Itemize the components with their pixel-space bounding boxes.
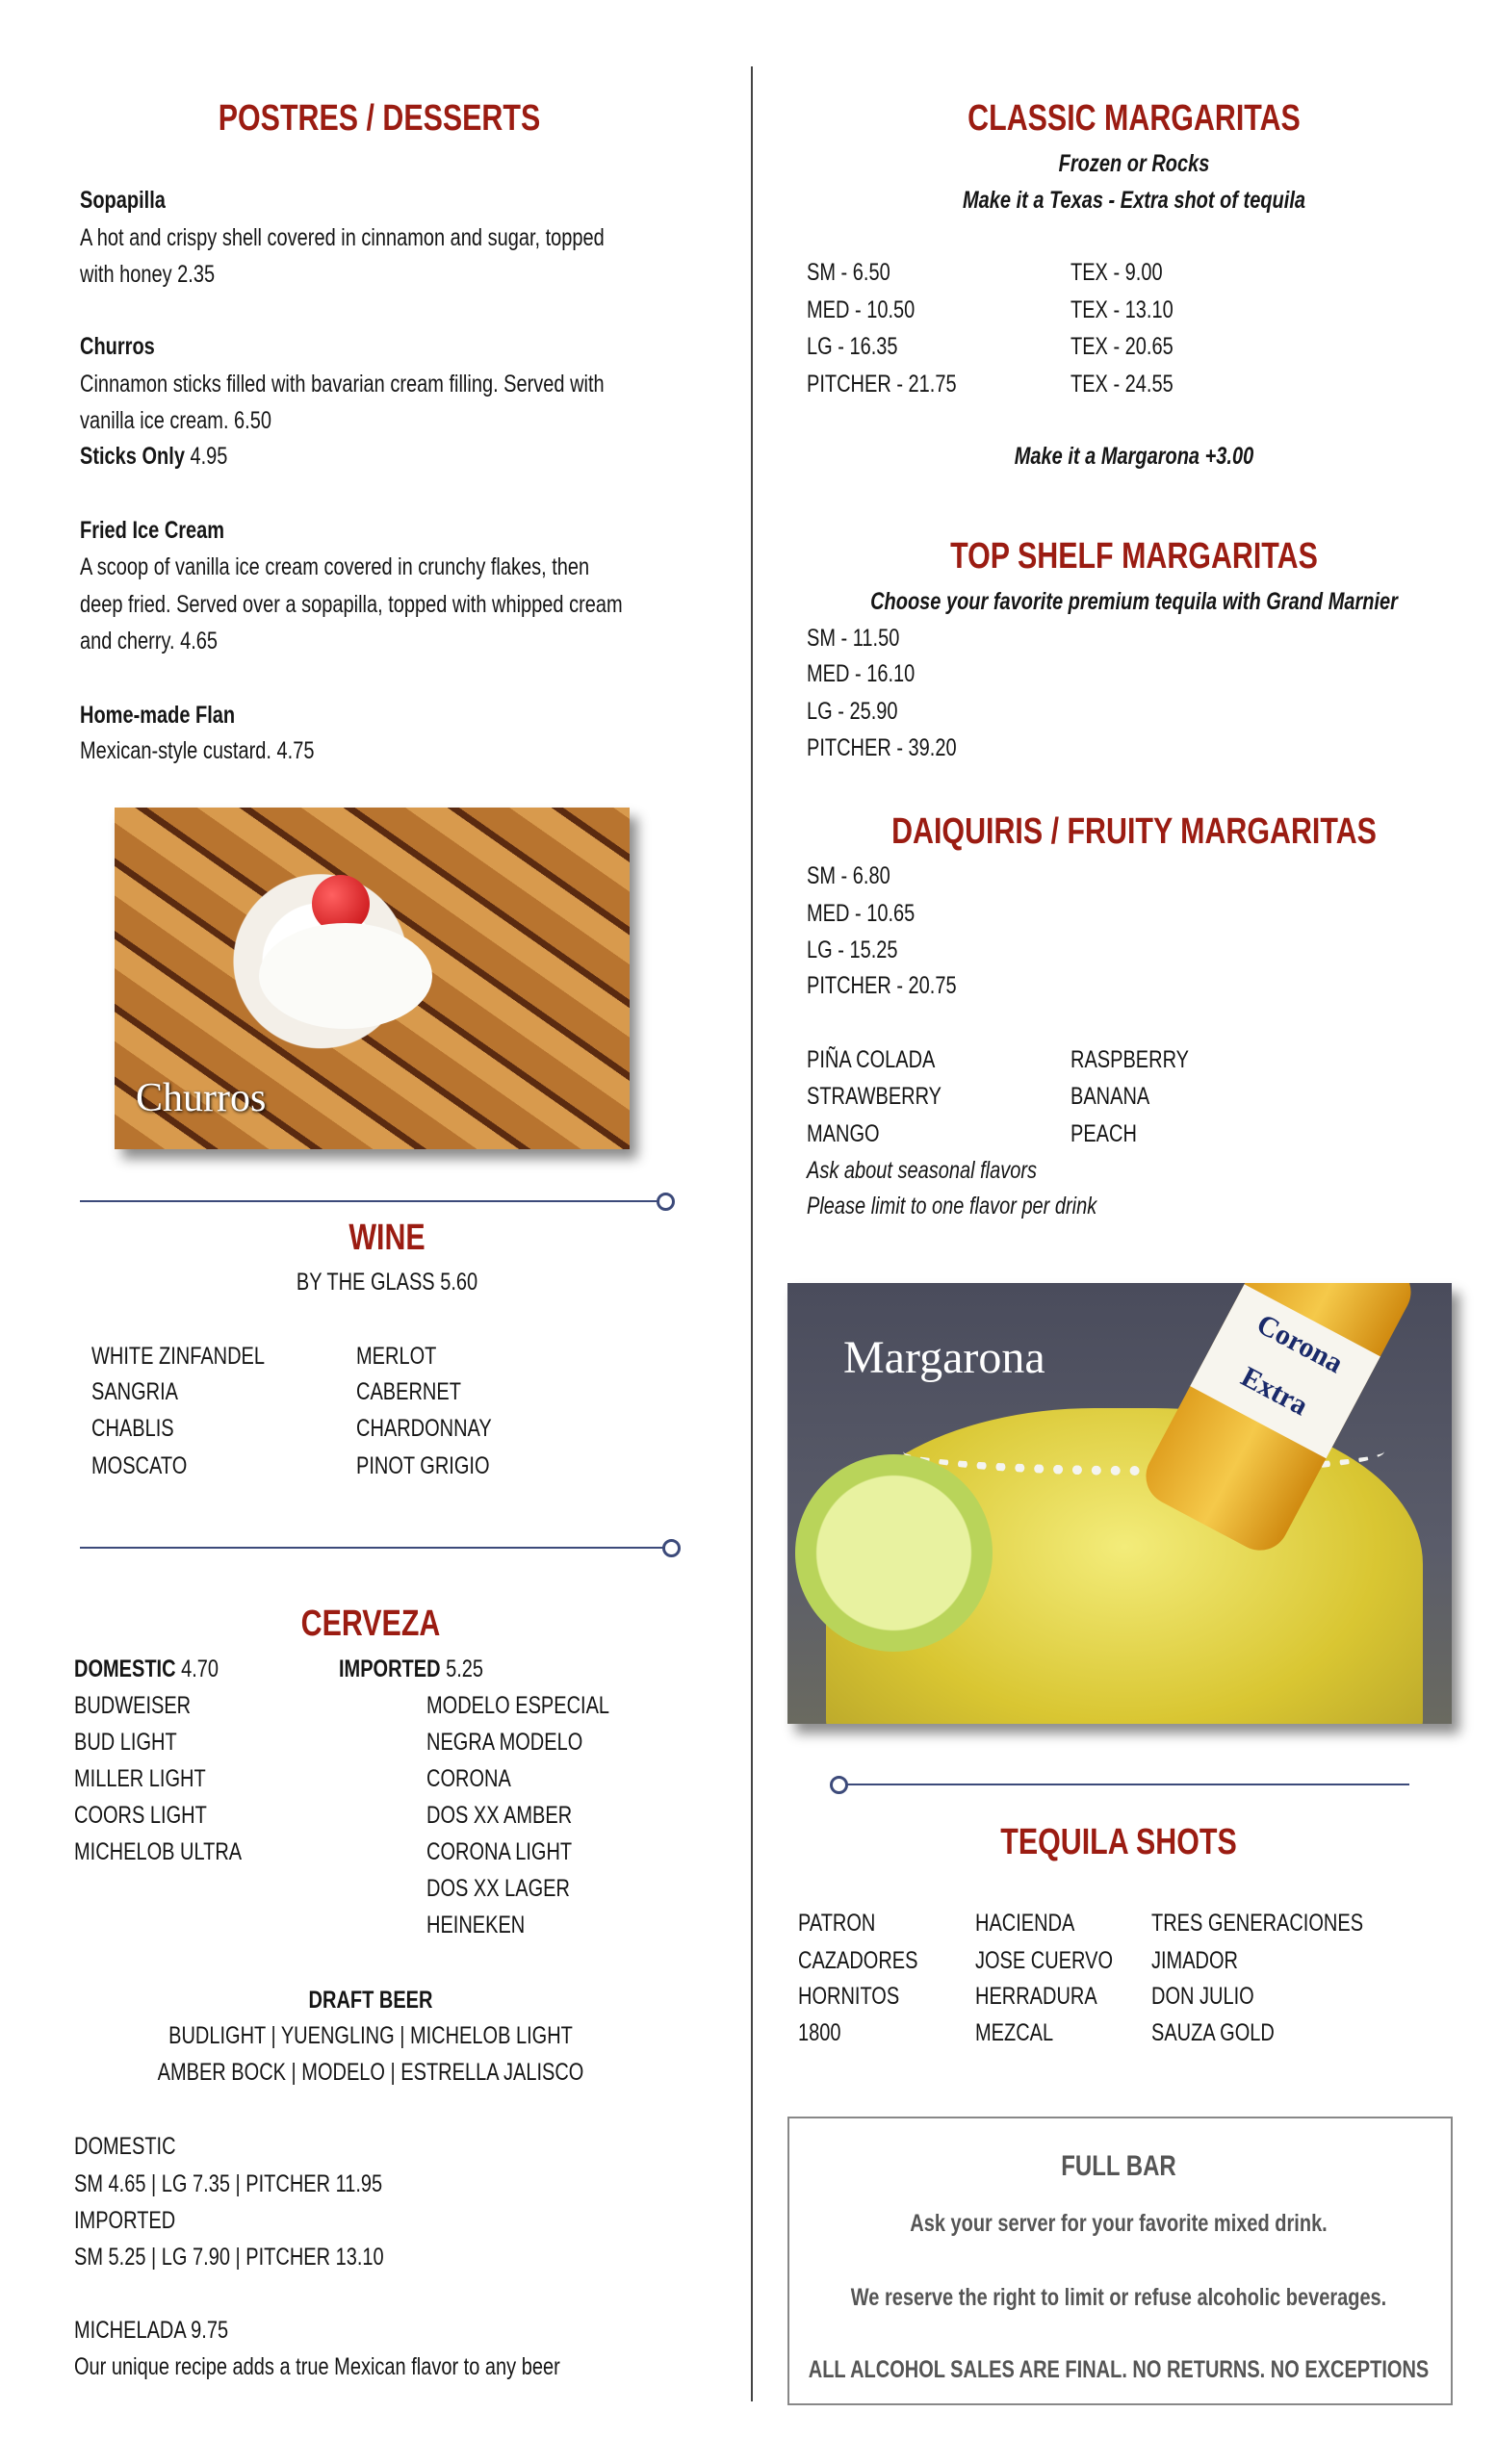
flan-name: Home-made Flan bbox=[80, 702, 236, 729]
sopapilla-name: Sopapilla bbox=[80, 187, 166, 214]
lime-icon bbox=[795, 1454, 993, 1652]
flavor-note: Please limit to one flavor per drink bbox=[807, 1193, 1097, 1219]
imported-price: 5.25 bbox=[446, 1656, 484, 1682]
draft-domestic-label: DOMESTIC bbox=[74, 2133, 176, 2160]
tex-price: TEX - 13.10 bbox=[1070, 296, 1174, 323]
flavor-item: PIÑA COLADA bbox=[807, 1046, 936, 1073]
divider-line bbox=[845, 1784, 1409, 1785]
flavor-note: Ask about seasonal flavors bbox=[807, 1157, 1038, 1184]
fullbar-title: FULL BAR bbox=[1061, 2150, 1176, 2182]
price-item: SM - 11.50 bbox=[807, 625, 900, 652]
imported-label: IMPORTED bbox=[339, 1656, 441, 1682]
wine-item: PINOT GRIGIO bbox=[356, 1452, 490, 1479]
flavor-item: STRAWBERRY bbox=[807, 1083, 942, 1110]
tequila-item: MEZCAL bbox=[975, 2019, 1054, 2046]
divider-dot-icon bbox=[657, 1193, 675, 1211]
wine-item: MOSCATO bbox=[91, 1452, 188, 1479]
tequila-item: HORNITOS bbox=[798, 1983, 900, 2010]
domestic-header bbox=[74, 1651, 219, 1687]
divider-line bbox=[80, 1547, 663, 1549]
price-item: LG - 25.90 bbox=[807, 698, 898, 725]
beer-item: DOS XX LAGER bbox=[426, 1875, 570, 1902]
fried-desc: deep fried. Served over a sopapilla, topped with whipped cream bbox=[80, 591, 623, 618]
fullbar-line: ALL ALCOHOL SALES ARE FINAL. NO RETURNS. NO EXCEPTIONS bbox=[808, 2356, 1430, 2383]
price-item: SM - 6.80 bbox=[807, 862, 890, 889]
divider-dot-icon bbox=[830, 1776, 848, 1794]
tequila-item: DON JULIO bbox=[1151, 1983, 1254, 2010]
domestic-price: 4.70 bbox=[181, 1656, 219, 1682]
tequila-item: CAZADORES bbox=[798, 1947, 918, 1974]
draft-imported-prices: SM 5.25 | LG 7.90 | PITCHER 13.10 bbox=[74, 2244, 384, 2271]
sopapilla-desc: A hot and crispy shell covered in cinnamon and sugar, topped bbox=[80, 224, 605, 251]
tequila-item: SAUZA GOLD bbox=[1151, 2019, 1275, 2046]
wine-item: CABERNET bbox=[356, 1378, 461, 1405]
beer-item: BUDWEISER bbox=[74, 1692, 192, 1719]
beer-item: COORS LIGHT bbox=[74, 1802, 207, 1829]
draft-imported-label: IMPORTED bbox=[74, 2207, 176, 2234]
tequila-item: HERRADURA bbox=[975, 1983, 1097, 2010]
price-item: MED - 10.65 bbox=[807, 900, 916, 927]
domestic-label: DOMESTIC bbox=[74, 1656, 176, 1682]
tequila-title: TEQUILA SHOTS bbox=[1000, 1822, 1237, 1862]
flavor-item: MANGO bbox=[807, 1120, 880, 1147]
tequila-item: JOSE CUERVO bbox=[975, 1947, 1113, 1974]
sticks-price: 4.95 bbox=[190, 443, 228, 470]
fullbar-line: We reserve the right to limit or refuse alcoholic beverages. bbox=[850, 2284, 1387, 2311]
price-item: MED - 16.10 bbox=[807, 660, 916, 687]
tequila-item: JIMADOR bbox=[1151, 1947, 1238, 1974]
sopapilla-desc: with honey 2.35 bbox=[80, 261, 216, 288]
price-item: LG - 16.35 bbox=[807, 333, 898, 360]
beer-item: NEGRA MODELO bbox=[426, 1729, 583, 1756]
price-item: PITCHER - 21.75 bbox=[807, 371, 957, 398]
beer-item: MILLER LIGHT bbox=[74, 1765, 206, 1792]
beer-item: CORONA bbox=[426, 1765, 511, 1792]
draft-line: BUDLIGHT | YUENGLING | MICHELOB LIGHT bbox=[168, 2022, 573, 2049]
beer-item: HEINEKEN bbox=[426, 1912, 526, 1938]
imported-header bbox=[339, 1651, 483, 1687]
wine-subtitle: BY THE GLASS 5.60 bbox=[296, 1269, 478, 1296]
fullbar-line: Ask your server for your favorite mixed drink. bbox=[910, 2210, 1328, 2237]
price-item: MED - 10.50 bbox=[807, 296, 916, 323]
price-item: PITCHER - 20.75 bbox=[807, 972, 957, 999]
price-item: PITCHER - 39.20 bbox=[807, 734, 957, 761]
column-divider bbox=[751, 66, 753, 2401]
fried-desc: and cherry. 4.65 bbox=[80, 628, 219, 654]
beer-item: MODELO ESPECIAL bbox=[426, 1692, 610, 1719]
price-item: LG - 15.25 bbox=[807, 937, 898, 963]
price-item: SM - 6.50 bbox=[807, 259, 890, 286]
wine-item: WHITE ZINFANDEL bbox=[91, 1343, 266, 1370]
michelada: MICHELADA 9.75 bbox=[74, 2317, 229, 2344]
beer-item: BUD LIGHT bbox=[74, 1729, 177, 1756]
wine-item: MERLOT bbox=[356, 1343, 437, 1370]
flavor-item: PEACH bbox=[1070, 1120, 1137, 1147]
fried-name: Fried Ice Cream bbox=[80, 517, 225, 544]
photo-caption: Churros bbox=[136, 1076, 267, 1120]
photo-caption: Margarona bbox=[843, 1332, 1045, 1383]
classic-title: CLASSIC MARGARITAS bbox=[967, 98, 1301, 139]
classic-sub: Frozen or Rocks bbox=[1058, 150, 1210, 177]
divider-line bbox=[80, 1200, 658, 1202]
topshelf-sub: Choose your favorite premium tequila with Grand Marnier bbox=[870, 588, 1398, 615]
bottle-label: Corona Extra bbox=[1190, 1284, 1380, 1458]
draft-title: DRAFT BEER bbox=[308, 1987, 433, 2014]
desserts-title: POSTRES / DESSERTS bbox=[218, 98, 541, 139]
michelada-desc: Our unique recipe adds a true Mexican flavor to any beer bbox=[74, 2353, 560, 2380]
tequila-item: 1800 bbox=[798, 2019, 841, 2046]
whipped-cream-shape bbox=[259, 923, 432, 1029]
flan-desc: Mexican-style custard. 4.75 bbox=[80, 737, 315, 764]
beer-item: CORONA LIGHT bbox=[426, 1838, 573, 1865]
flavor-item: RASPBERRY bbox=[1070, 1046, 1190, 1073]
tequila-item: HACIENDA bbox=[975, 1910, 1075, 1937]
churros-sticks bbox=[80, 438, 227, 475]
churros-name: Churros bbox=[80, 333, 155, 360]
tex-price: TEX - 24.55 bbox=[1070, 371, 1174, 398]
margarona-photo bbox=[787, 1283, 1452, 1724]
churros-desc: vanilla ice cream. 6.50 bbox=[80, 407, 271, 434]
tequila-item: PATRON bbox=[798, 1910, 876, 1937]
margarona-note: Make it a Margarona +3.00 bbox=[1014, 443, 1254, 470]
flavor-item: BANANA bbox=[1070, 1083, 1150, 1110]
wine-item: SANGRIA bbox=[91, 1378, 179, 1405]
sticks-label: Sticks Only bbox=[80, 443, 185, 470]
tex-price: TEX - 9.00 bbox=[1070, 259, 1163, 286]
churros-desc: Cinnamon sticks filled with bavarian cream filling. Served with bbox=[80, 371, 605, 398]
daiquiris-title: DAIQUIRIS / FRUITY MARGARITAS bbox=[891, 811, 1377, 852]
beer-item: MICHELOB ULTRA bbox=[74, 1838, 243, 1865]
wine-title: WINE bbox=[348, 1218, 426, 1258]
classic-sub: Make it a Texas - Extra shot of tequila bbox=[962, 187, 1306, 214]
wine-item: CHARDONNAY bbox=[356, 1415, 492, 1442]
draft-domestic-prices: SM 4.65 | LG 7.35 | PITCHER 11.95 bbox=[74, 2170, 383, 2197]
cerveza-title: CERVEZA bbox=[300, 1604, 441, 1644]
wine-item: CHABLIS bbox=[91, 1415, 174, 1442]
churros-photo bbox=[115, 808, 630, 1149]
topshelf-title: TOP SHELF MARGARITAS bbox=[950, 536, 1318, 577]
tequila-item: TRES GENERACIONES bbox=[1151, 1910, 1364, 1937]
beer-item: DOS XX AMBER bbox=[426, 1802, 573, 1829]
tex-price: TEX - 20.65 bbox=[1070, 333, 1174, 360]
divider-dot-icon bbox=[662, 1539, 681, 1557]
draft-line: AMBER BOCK | MODELO | ESTRELLA JALISCO bbox=[157, 2059, 584, 2086]
fried-desc: A scoop of vanilla ice cream covered in crunchy flakes, then bbox=[80, 553, 590, 580]
